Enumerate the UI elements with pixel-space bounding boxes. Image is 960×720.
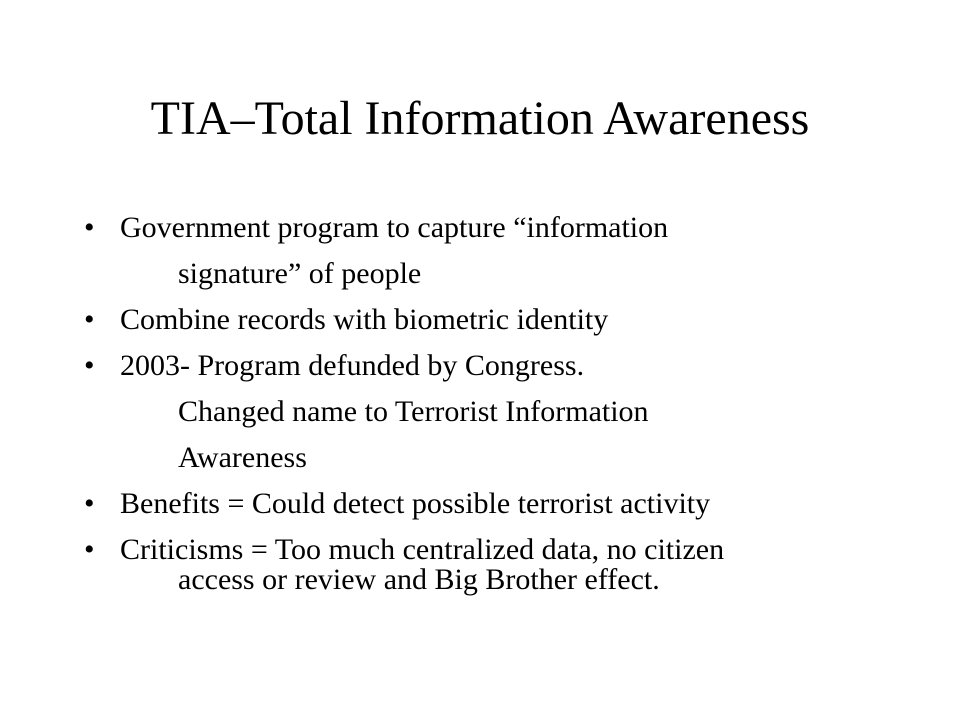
- bullet-line: • Benefits = Could detect possible terrorist activity: [120, 487, 711, 520]
- bullet-item-benefits: [80, 481, 900, 527]
- bullet-line: • Criticisms = Too much centralized data, no citizen: [120, 533, 725, 566]
- bullet-continuation-line: Changed name to Terrorist Information: [178, 395, 649, 428]
- bullet-line: • Combine records with biometric identity: [120, 303, 609, 336]
- bullet-line: • Government program to capture “information: [120, 211, 669, 244]
- slide-title: TIA–Total Information Awareness: [150, 92, 810, 145]
- bullet-item-combine-records: [80, 297, 900, 343]
- bullet-line: • 2003- Program defunded by Congress.: [120, 349, 585, 382]
- bullet-item-criticisms: [80, 527, 900, 595]
- bullet-continuation-line: Awareness: [178, 441, 307, 474]
- bullet-list: [80, 205, 900, 595]
- bullet-continuation-line: signature” of people: [178, 257, 422, 290]
- bullet-item-government-program: [80, 205, 900, 297]
- bullet-item-program-defunded: [80, 343, 900, 481]
- bullet-continuation-line: access or review and Big Brother effect.: [178, 563, 660, 596]
